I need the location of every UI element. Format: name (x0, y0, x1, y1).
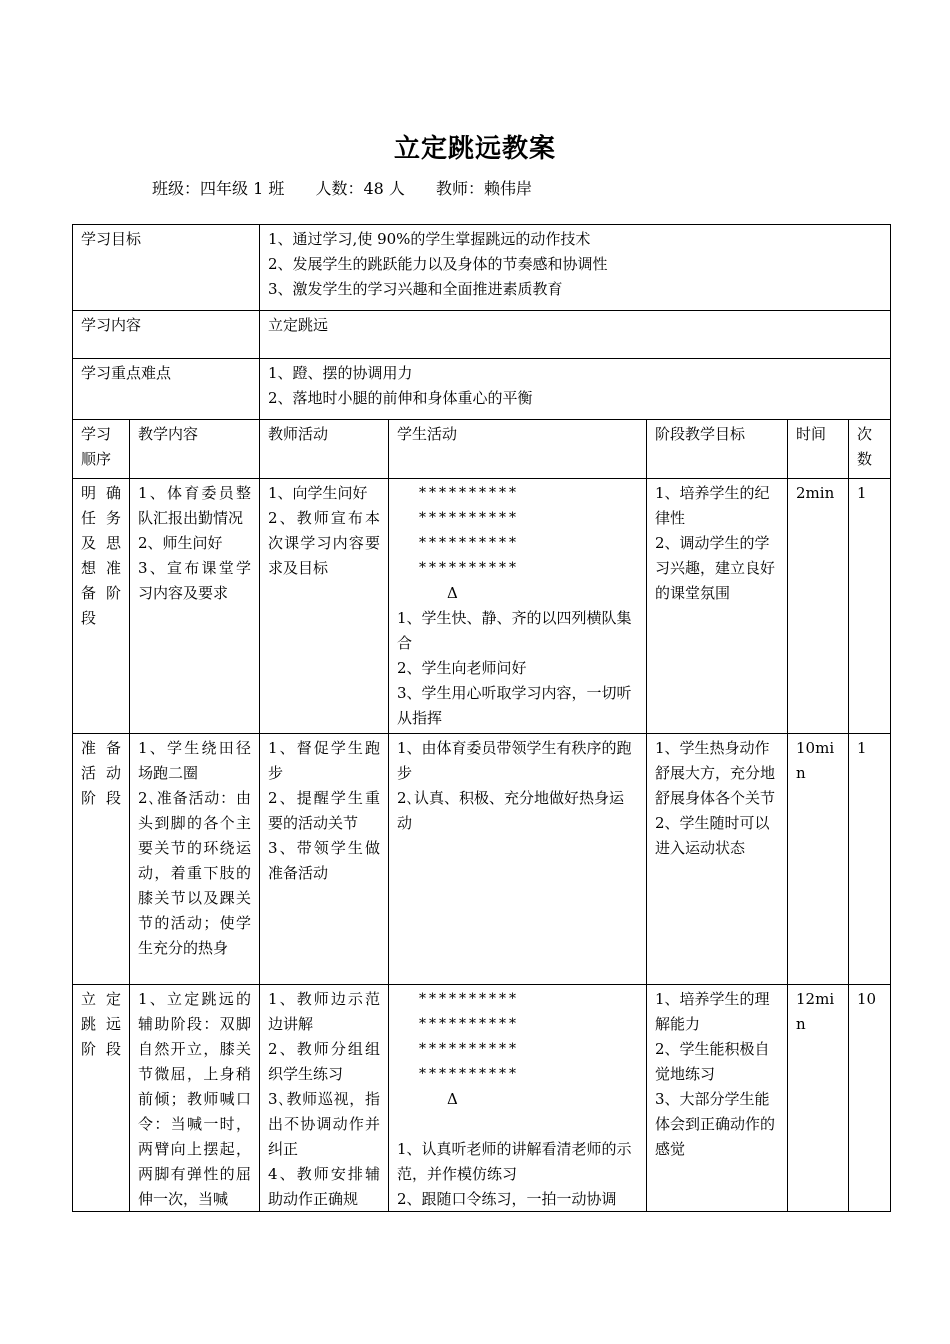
student-activity-item: 1、认真听老师的讲解看清老师的示范，并作模仿练习 (397, 1140, 632, 1183)
student-activity-cell (389, 734, 647, 985)
student-activity-cell (389, 985, 647, 1212)
teacher-info: 教师：赖伟岸 (436, 179, 533, 198)
teacher-activity-item: 3、带领学生做准备活动 (268, 839, 381, 882)
formation-row: ********** (419, 535, 520, 551)
formation-row: ********** (419, 510, 520, 526)
teach-content-cell (130, 985, 260, 1212)
keypoints-label: 学习重点难点 (73, 359, 260, 420)
header-order: 学习顺序 (73, 420, 130, 479)
student-activity-cell (389, 479, 647, 734)
student-activity-item: 2、学生向老师问好 (397, 659, 527, 677)
header-teach-content: 教学内容 (130, 420, 260, 479)
time-cell: 12min (788, 985, 849, 1212)
teacher-activity-item: 1、教师边示范边讲解 (268, 990, 381, 1033)
lesson-info (152, 176, 558, 199)
keypoint-item: 1、蹬、摆的协调用力 (268, 364, 413, 382)
times-cell: 1 (849, 734, 891, 985)
page-title: 立定跳远教案 (393, 134, 556, 164)
header-row (73, 420, 891, 479)
formation-row: ********** (419, 1016, 520, 1032)
student-activity-item: 3、学生用心听取学习内容，一切听从指挥 (397, 684, 632, 727)
teach-content-cell (130, 479, 260, 734)
student-activity-item: 2､认真、积极、充分地做好热身运动 (397, 789, 625, 832)
formation-row: ********** (419, 1066, 520, 1082)
teacher-activity-cell (260, 479, 389, 734)
keypoints-row (73, 359, 891, 420)
stage-goal-item: 2、调动学生的学习兴趣，建立良好的课堂氛围 (655, 534, 776, 602)
stage-order: 明确任务及思想准备阶段 (73, 479, 130, 734)
time-cell: 10min (788, 734, 849, 985)
content-value: 立定跳远 (260, 311, 891, 359)
goals-list (260, 225, 891, 311)
teacher-position-mark: Δ (447, 584, 458, 602)
teacher-activity-cell (260, 734, 389, 985)
stage-goal-item: 1、培养学生的纪律性 (655, 484, 770, 527)
content-row (73, 311, 891, 359)
teach-content-item: 2､准备活动：由头到脚的各个主要关节的环绕运动，着重下肢的膝关节以及踝关节的活动；使学生充分的热身 (138, 789, 252, 957)
keypoints-list (260, 359, 891, 420)
formation-row: ********** (419, 560, 520, 576)
formation-row: ********** (419, 485, 520, 501)
times-cell: 1 (849, 479, 891, 734)
table-row (73, 985, 891, 1212)
content-label: 学习内容 (73, 311, 260, 359)
goal-item: 1、通过学习,使 90%的学生掌握跳远的动作技术 (268, 230, 591, 248)
teacher-activity-item: 2、教师分组组织学生练习 (268, 1040, 381, 1083)
goals-row (73, 225, 891, 311)
spacer (397, 1112, 638, 1137)
time-cell: 2min (788, 479, 849, 734)
teacher-position-mark: Δ (447, 1090, 458, 1108)
teach-content-cell (130, 734, 260, 985)
stage-goal-item: 2、学生能积极自觉地练习 (655, 1040, 770, 1083)
teach-content-item: 2、师生问好 (138, 534, 223, 552)
teach-content-item: 1、体育委员整队汇报出勤情况 (138, 484, 252, 527)
student-activity-item: 2、跟随口令练习，一拍一动协调 (397, 1190, 617, 1208)
teach-content-item: 1、学生绕田径场跑二圈 (138, 739, 252, 782)
teacher-activity-item: 1、督促学生跑步 (268, 739, 381, 782)
goals-label: 学习目标 (73, 225, 260, 311)
teacher-activity-item: 2、教师宣布本次课学习内容要求及目标 (268, 509, 381, 577)
stage-order: 立定跳远阶段 (73, 985, 130, 1212)
stage-goal-item: 3、大部分学生能体会到正确动作的感觉 (655, 1090, 776, 1158)
stage-goal-item: 2、学生随时可以进入运动状态 (655, 814, 770, 857)
keypoint-item: 2、落地时小腿的前伸和身体重心的平衡 (268, 389, 533, 407)
teach-content-item: 1、立定跳远的辅助阶段：双脚自然开立，膝关节微屈，上身稍前倾；教师喊口令：当喊一时，两臂向上摆起，两脚有弹性的屈伸一次，当喊 (138, 990, 252, 1208)
table-row (73, 479, 891, 734)
stage-goal-cell (647, 479, 788, 734)
header-time: 时间 (788, 420, 849, 479)
student-activity-item: 1、由体育委员带领学生有秩序的跑步 (397, 739, 632, 782)
header-student-activity: 学生活动 (389, 420, 647, 479)
teacher-activity-item: 1、向学生问好 (268, 484, 368, 502)
teacher-activity-item: 2、提醒学生重要的活动关节 (268, 789, 381, 832)
stage-goal-cell (647, 734, 788, 985)
header-teacher-activity: 教师活动 (260, 420, 389, 479)
header-stage-goal: 阶段教学目标 (647, 420, 788, 479)
teacher-activity-cell (260, 985, 389, 1212)
goal-item: 2、发展学生的跳跃能力以及身体的节奏感和协调性 (268, 255, 608, 273)
teacher-activity-item: 4、教师安排辅助动作正确规 (268, 1165, 381, 1208)
stage-goal-cell (647, 985, 788, 1212)
student-count: 人数：48 人 (315, 179, 405, 198)
teacher-activity-item: 3､教师巡视，指出不协调动作并纠正 (268, 1090, 381, 1158)
teach-content-item: 3、宣布课堂学习内容及要求 (138, 559, 252, 602)
stage-goal-item: 1、学生热身动作舒展大方，充分地舒展身体各个关节 (655, 739, 776, 807)
stage-goal-item: 1、培养学生的理解能力 (655, 990, 770, 1033)
goal-item: 3、激发学生的学习兴趣和全面推进素质教育 (268, 280, 563, 298)
formation-row: ********** (419, 1041, 520, 1057)
formation-row: ********** (419, 991, 520, 1007)
class-info: 班级：四年级 1 班 (152, 179, 285, 198)
stage-order: 准备活动阶段 (73, 734, 130, 985)
lesson-plan-table (72, 224, 891, 1212)
student-activity-item: 1、学生快、静、齐的以四列横队集合 (397, 609, 632, 652)
times-cell: 10 (849, 985, 891, 1212)
header-times: 次数 (849, 420, 891, 479)
table-row (73, 734, 891, 985)
